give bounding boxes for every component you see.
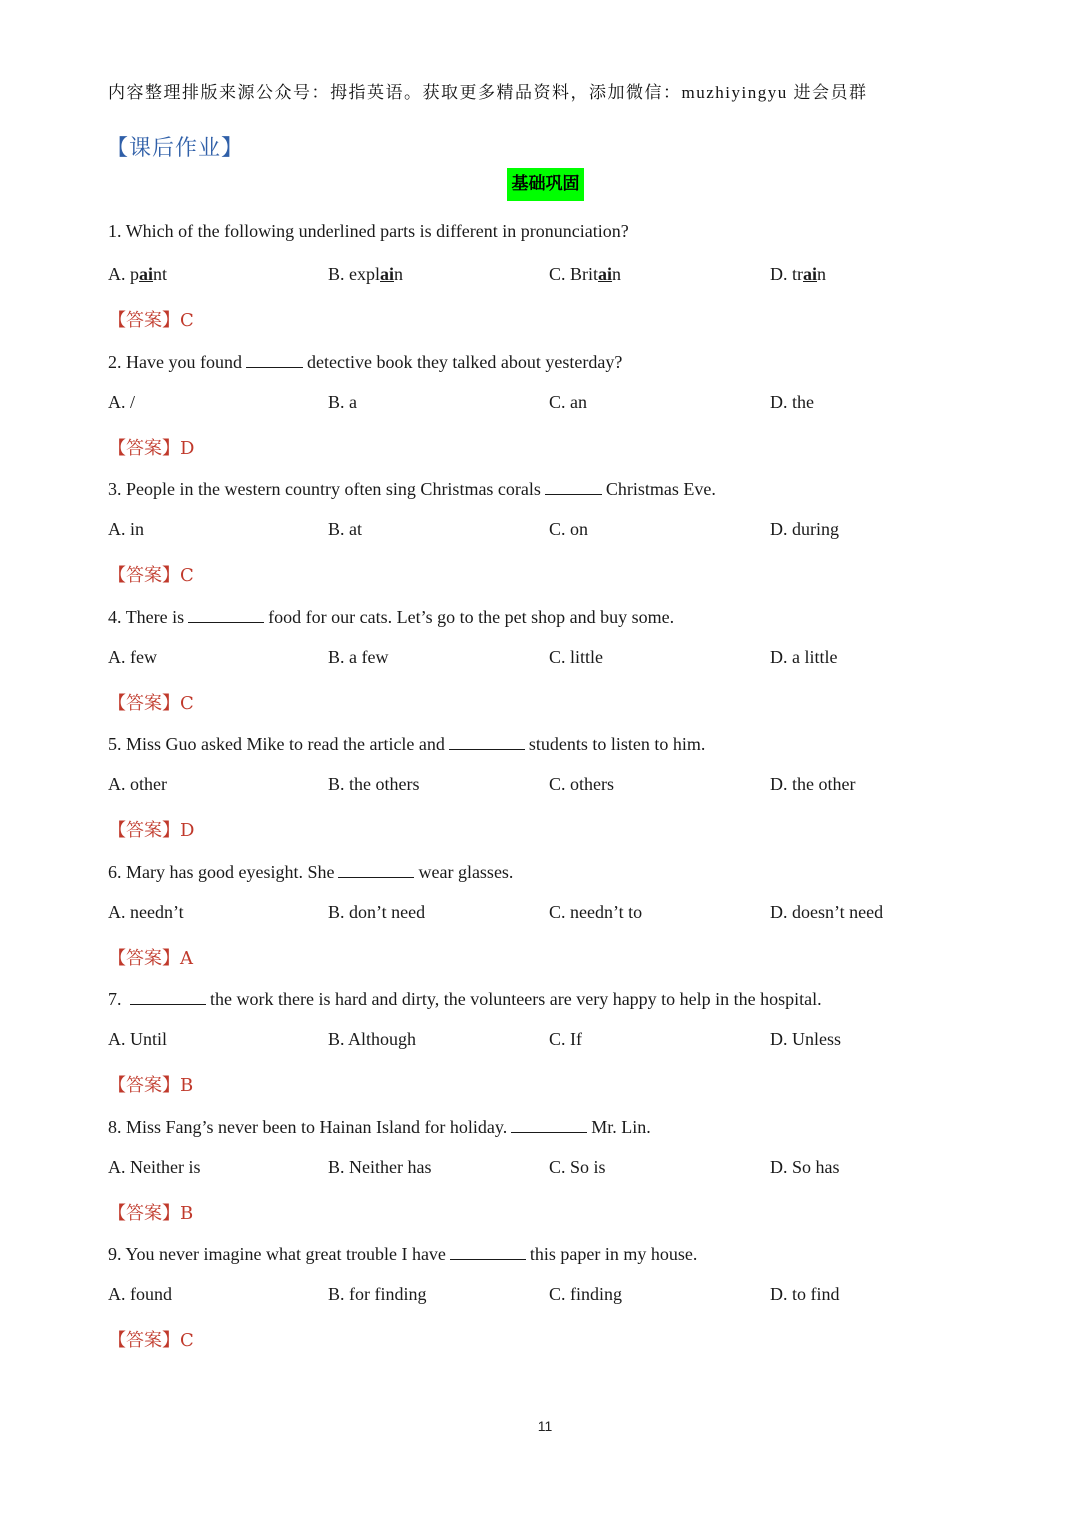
option-letter: B.: [328, 1156, 350, 1177]
option-text: If: [570, 1029, 583, 1049]
question-text: Mary has good eyesight. She: [126, 861, 335, 882]
answer-value: C: [180, 1330, 194, 1351]
option-text: little: [570, 646, 604, 667]
answer-label: 【答案】: [108, 310, 180, 331]
option-row: [108, 902, 1008, 928]
answer-value: D: [180, 437, 195, 459]
answer-line: [108, 1326, 194, 1352]
option-text: on: [570, 519, 589, 539]
option-row: [108, 774, 1008, 800]
answer-label: 【答案】: [108, 565, 180, 586]
option-text: finding: [570, 1284, 623, 1304]
level-badge: 基础巩固: [507, 168, 584, 201]
option-text: for finding: [349, 1284, 427, 1304]
answer-value: D: [180, 820, 195, 841]
question-text: Miss Guo asked Mike to read the article and: [126, 734, 445, 754]
option-text: nt: [153, 264, 168, 284]
question-number: 9.: [108, 1244, 126, 1264]
answer-value: C: [180, 310, 194, 331]
option: [770, 519, 839, 540]
option: [770, 392, 814, 413]
answer-label: 【答案】: [108, 820, 180, 841]
option-text: n: [612, 264, 622, 284]
option-letter: A.: [108, 774, 130, 794]
option-letter: D.: [770, 391, 792, 412]
answer-line: [108, 306, 194, 332]
question-number: 5.: [108, 734, 126, 754]
option-letter: B.: [328, 1284, 350, 1304]
question-number: 6.: [108, 861, 126, 882]
option-letter: A.: [108, 264, 130, 284]
option: [549, 1029, 582, 1050]
option-text: So is: [570, 1156, 606, 1177]
answer-blank: [338, 859, 414, 878]
option-text: during: [792, 519, 839, 539]
answer-blank: [545, 476, 602, 495]
question-text: Christmas Eve.: [605, 479, 716, 499]
option-text: found: [130, 1284, 172, 1304]
option-letter: C.: [549, 1029, 571, 1049]
option: [549, 392, 587, 413]
option: [108, 1029, 167, 1050]
option: [108, 392, 135, 413]
option-underlined-part: ai: [380, 264, 395, 284]
option-text: to find: [792, 1284, 840, 1304]
option-letter: A.: [108, 1029, 130, 1049]
option-letter: B.: [328, 264, 350, 284]
option-text: p: [130, 264, 139, 284]
option-letter: D.: [770, 1156, 792, 1177]
option-row: [108, 392, 1008, 418]
option-text: the others: [349, 774, 420, 794]
question-stem: [108, 221, 629, 242]
question-number: 8.: [108, 1116, 126, 1137]
option-text: /: [130, 391, 136, 412]
question-number: 7.: [108, 989, 126, 1009]
question-stem: [108, 1241, 697, 1265]
option: [770, 647, 837, 668]
option-text: Unless: [792, 1029, 841, 1049]
option-text: an: [570, 391, 588, 412]
option-text: Brit: [570, 264, 599, 284]
option-text: Neither is: [130, 1156, 201, 1177]
question-stem: [108, 349, 622, 373]
option-letter: D.: [770, 646, 792, 667]
option: [770, 902, 883, 923]
option: [108, 774, 167, 795]
question-text: this paper in my house.: [529, 1244, 698, 1264]
option-letter: D.: [770, 1029, 792, 1049]
answer-value: C: [180, 565, 194, 586]
question-stem: [108, 731, 705, 755]
option-letter: C.: [549, 519, 571, 539]
option-letter: A.: [108, 646, 130, 667]
option-letter: A.: [108, 519, 130, 539]
option: [328, 392, 357, 413]
option: [108, 264, 167, 285]
option-letter: D.: [770, 774, 792, 794]
option-text: other: [130, 774, 167, 794]
question-stem: [108, 476, 716, 500]
question-stem: [108, 986, 822, 1010]
question-number: 3.: [108, 479, 126, 499]
question-text: food for our cats. Let’s go to the pet shop and buy some.: [268, 606, 675, 627]
option: [328, 902, 425, 923]
option-row: [108, 519, 1008, 545]
option-letter: A.: [108, 1284, 130, 1304]
option-letter: D.: [770, 519, 792, 539]
option-text: needn’t: [130, 901, 184, 922]
answer-label: 【答案】: [108, 437, 180, 459]
option-text: needn’t to: [570, 901, 643, 922]
answer-label: 【答案】: [108, 1075, 180, 1096]
answer-blank: [449, 731, 525, 750]
option-row: [108, 1284, 1008, 1310]
option: [328, 519, 362, 540]
answer-label: 【答案】: [108, 1202, 180, 1224]
option-letter: C.: [549, 774, 571, 794]
option: [770, 1029, 841, 1050]
option: [770, 774, 855, 795]
option-text: the: [792, 391, 814, 412]
answer-value: B: [180, 1202, 194, 1224]
option: [328, 264, 403, 285]
option-letter: A.: [108, 1156, 130, 1177]
option-text: n: [394, 264, 404, 284]
option-letter: C.: [549, 1156, 571, 1177]
option-letter: B.: [328, 1029, 349, 1049]
option-letter: A.: [108, 391, 130, 412]
option-text: few: [130, 646, 157, 667]
option-underlined-part: ai: [598, 264, 613, 284]
answer-blank: [130, 986, 206, 1005]
option: [108, 1284, 172, 1305]
question-text: Miss Fang’s never been to Hainan Island for holiday.: [126, 1116, 508, 1137]
answer-blank: [511, 1114, 587, 1133]
option-text: don’t need: [349, 901, 426, 922]
question-text: Mr. Lin.: [591, 1116, 651, 1137]
option-text: Although: [348, 1029, 417, 1049]
option-row: [108, 1157, 1008, 1183]
option-letter: C.: [549, 1284, 571, 1304]
option: [549, 1284, 622, 1305]
option-underlined-part: ai: [139, 264, 154, 284]
option-letter: B.: [328, 646, 350, 667]
question-text: People in the western country often sing Christmas corals: [126, 479, 541, 499]
question-stem: [108, 859, 513, 883]
option-row: [108, 647, 1008, 673]
answer-line: [108, 561, 194, 587]
option-text: n: [817, 264, 827, 284]
option-letter: B.: [328, 901, 350, 922]
answer-value: C: [180, 692, 194, 714]
option-text: Neither has: [349, 1156, 432, 1177]
question-number: 4.: [108, 606, 126, 627]
question-text: detective book they talked about yesterday?: [306, 351, 623, 372]
option-text: So has: [792, 1156, 840, 1177]
option: [328, 647, 389, 668]
option-letter: B.: [328, 519, 350, 539]
option-text: a: [349, 391, 358, 412]
question-text: Which of the following underlined parts is different in pronunciation?: [125, 221, 629, 241]
option-text: Until: [130, 1029, 168, 1049]
option: [549, 774, 614, 795]
question-text: You never imagine what great trouble I have: [125, 1244, 446, 1264]
option-letter: C.: [549, 901, 571, 922]
answer-label: 【答案】: [108, 947, 180, 969]
option-text: a little: [792, 646, 838, 667]
option-letter: C.: [549, 264, 571, 284]
option-text: doesn’t need: [792, 901, 884, 922]
option-text: tr: [792, 264, 803, 284]
answer-line: [108, 816, 194, 842]
answer-blank: [450, 1241, 526, 1260]
option-text: others: [570, 774, 615, 794]
option: [549, 647, 603, 668]
option: [108, 902, 184, 923]
option-text: at: [349, 519, 363, 539]
option-row: [108, 1029, 1008, 1055]
question-text: students to listen to him.: [528, 734, 706, 754]
answer-label: 【答案】: [108, 692, 180, 714]
answer-line: [108, 689, 194, 715]
answer-line: [108, 1071, 193, 1097]
option-text: a few: [349, 646, 389, 667]
page-header: 内容整理排版来源公众号：拇指英语。获取更多精品资料，添加微信：muzhiyingyu 进会员群: [108, 83, 868, 102]
answer-label: 【答案】: [108, 1330, 180, 1351]
question-stem: [108, 604, 674, 628]
option: [549, 519, 588, 540]
option-letter: A.: [108, 901, 130, 922]
option-text: the other: [792, 774, 856, 794]
option: [770, 264, 826, 285]
answer-value: A: [180, 947, 193, 969]
option-letter: B.: [328, 774, 350, 794]
answer-line: [108, 944, 193, 970]
option-text: expl: [349, 264, 381, 284]
question-text: Have you found: [126, 351, 242, 372]
option: [328, 1029, 416, 1050]
option: [549, 264, 621, 285]
question-text: the work there is hard and dirty, the volunteers are very happy to help in the hospital.: [210, 989, 822, 1009]
option-letter: D.: [770, 1284, 792, 1304]
option-letter: D.: [770, 264, 792, 284]
answer-value: B: [180, 1075, 194, 1096]
option: [108, 1157, 200, 1178]
option: [108, 519, 144, 540]
option-letter: C.: [549, 391, 571, 412]
answer-blank: [188, 604, 264, 623]
option-letter: D.: [770, 901, 792, 922]
question-number: 1.: [108, 221, 126, 241]
option: [770, 1157, 840, 1178]
option: [108, 647, 157, 668]
page-number: 11: [537, 1418, 553, 1434]
option: [549, 902, 642, 923]
option: [328, 774, 420, 795]
option-letter: C.: [549, 646, 571, 667]
answer-blank: [246, 349, 303, 368]
option: [328, 1157, 431, 1178]
question-text: wear glasses.: [418, 861, 514, 882]
section-title: 【课后作业】: [106, 136, 245, 161]
option-row: [108, 264, 1008, 290]
option: [770, 1284, 840, 1305]
option-letter: B.: [328, 391, 350, 412]
option-underlined-part: ai: [803, 264, 818, 284]
option-text: in: [130, 519, 145, 539]
option: [549, 1157, 606, 1178]
answer-line: [108, 434, 194, 460]
question-number: 2.: [108, 351, 126, 372]
option: [328, 1284, 427, 1305]
answer-line: [108, 1199, 193, 1225]
question-stem: [108, 1114, 651, 1138]
question-text: There is: [125, 606, 185, 627]
